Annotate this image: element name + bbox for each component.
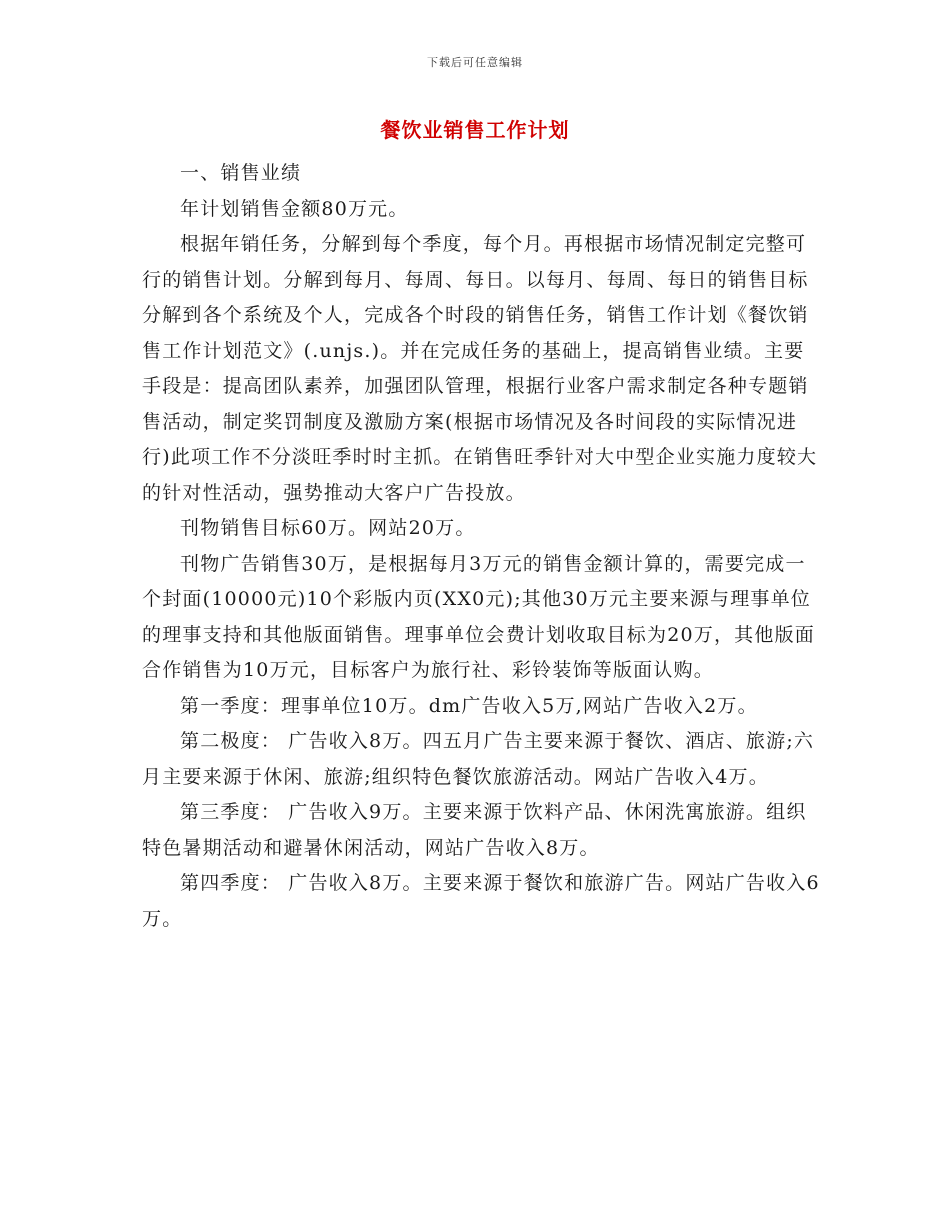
paragraph-publication-ads: 刊物广告销售30万，是根据每月3万元的销售金额计算的，需要完成一个封面(10000元)10个彩版内页(XX0元);其他30万元主要来源与理事单位的理事支持和其他版面销售。理事单位会费计划收取目标为20万，其他版面合作销售为10万元，目标客户为旅行社、彩铃装饰等版面认购。 <box>142 552 815 681</box>
document-body <box>142 156 822 937</box>
paragraph-sales-plan: 根据年销任务，分解到每个季度，每个月。再根据市场情况制定完整可行的销售计划。分解到每月、每周、每日。以每月、每周、每日的销售目标分解到各个系统及个人，完成各个时段的销售任务，销售工作计划《餐饮销售工作计划范文》(.unjs.)。并在完成任务的基础上，提高销售业绩。主要手段是：提高团队素养，加强团队管理，根据行业客户需求制定各种专题销售活动，制定奖罚制度及激励方案(根据市场情况及各时间段的实际情况进行)此项工作不分淡旺季时时主抓。在销售旺季针对大中型企业实施力度较大的针对性活动，强势推动大客户广告投放。 <box>142 233 818 504</box>
paragraph-q3: 第三季度： 广告收入9万。主要来源于饮料产品、休闲洗寓旅游。组织特色暑期活动和避暑休闲活动，网站广告收入8万。 <box>142 801 807 859</box>
paragraph-publication-target: 刊物销售目标60万。网站20万。 <box>180 517 476 539</box>
paragraph-annual-target: 年计划销售金额80万元。 <box>180 197 409 220</box>
paragraph-q1: 第一季度：理事单位10万。dm广告收入5万,网站广告收入2万。 <box>180 694 758 717</box>
paragraph-q2: 第二极度： 广告收入8万。四五月广告主要来源于餐饮、酒店、旅游;六月主要来源于休闲、旅游;组织特色餐饮旅游活动。网站广告收入4万。 <box>142 730 815 788</box>
section-heading-sales-performance: 一、销售业绩 <box>180 162 302 184</box>
header-note: 下载后可任意编辑 <box>427 56 523 69</box>
document-title: 餐饮业销售工作计划 <box>380 118 570 142</box>
paragraph-q4: 第四季度： 广告收入8万。主要来源于餐饮和旅游广告。网站广告收入6万。 <box>142 872 820 930</box>
